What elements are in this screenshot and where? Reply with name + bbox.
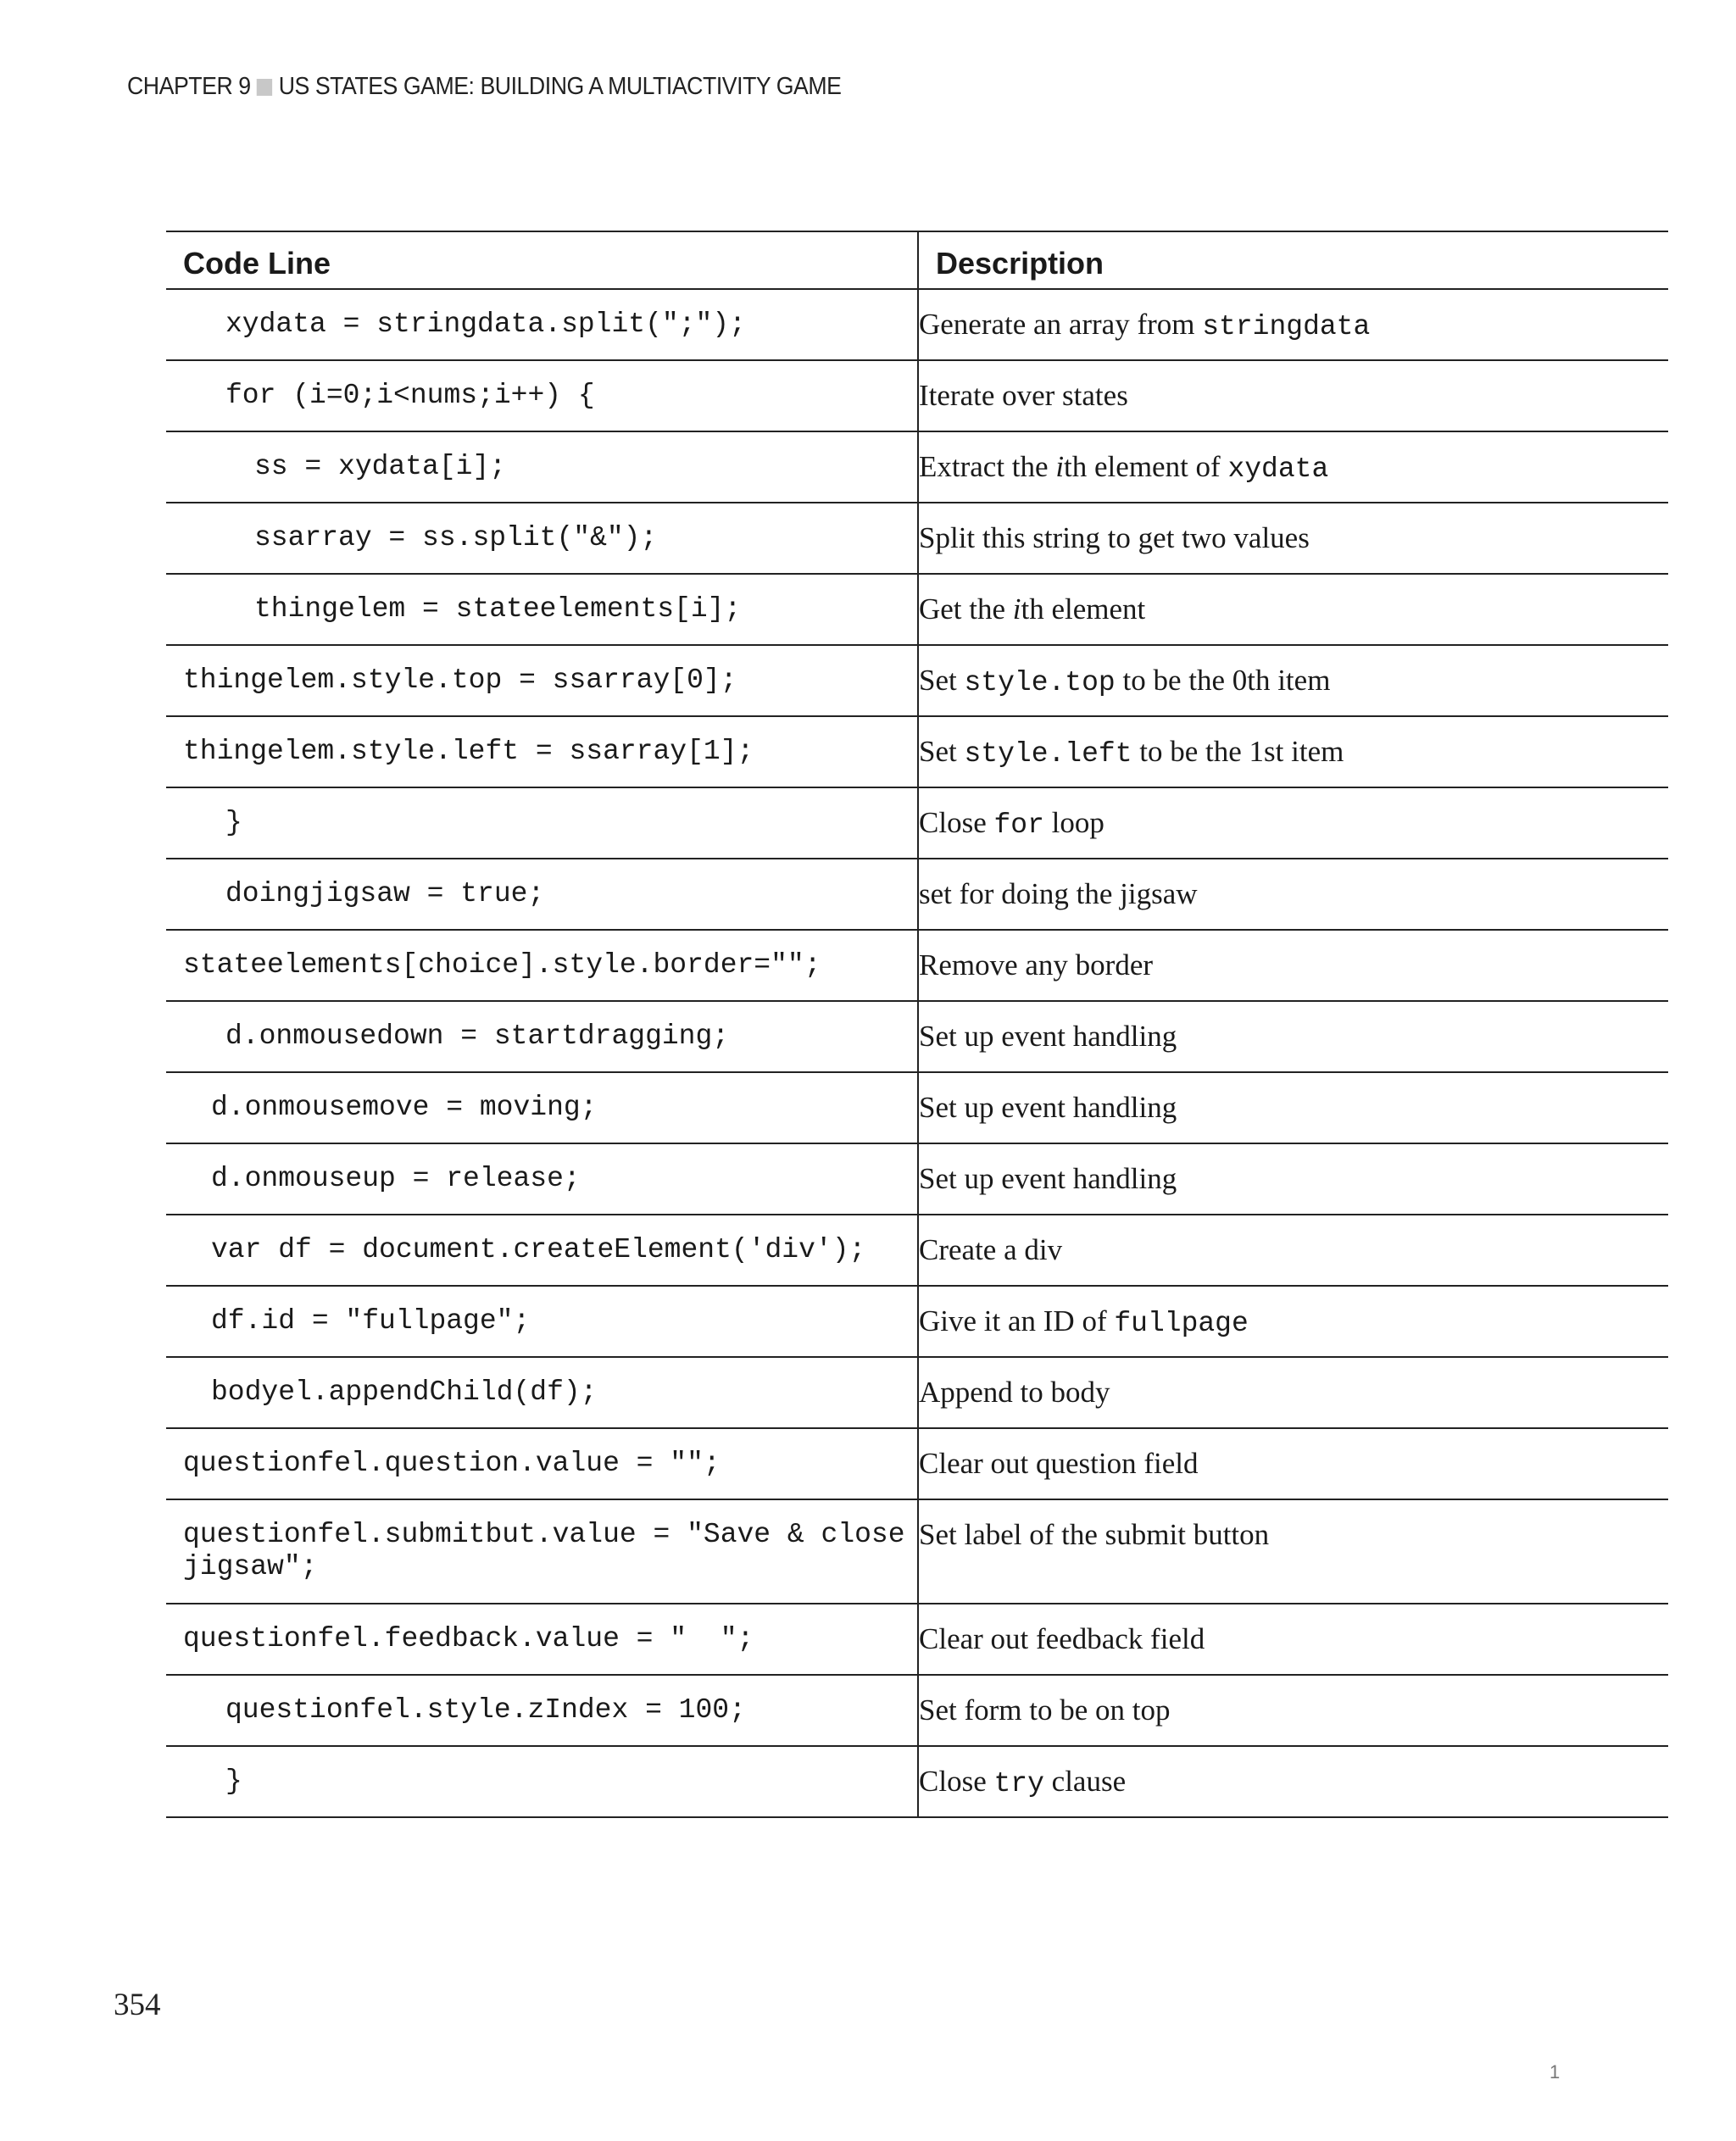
table-row [166,289,1668,360]
code-cell: } [166,787,918,859]
description-text: Generate an array from [919,308,1203,341]
code-cell: df.id = "fullpage"; [166,1286,918,1357]
code-cell: thingelem = stateelements[i]; [166,574,918,645]
description-text: Set [919,664,965,697]
table-row [166,1001,1668,1072]
table-row [166,574,1668,645]
code-cell: ssarray = ss.split("&"); [166,503,918,574]
italic-text: i [1055,450,1065,483]
code-cell: thingelem.style.left = ssarray[1]; [166,716,918,787]
description-text: Iterate over states [919,379,1128,412]
description-text: to be the 0th item [1115,664,1331,697]
table-header-row [166,231,1668,289]
description-text: Set up event handling [919,1020,1177,1053]
inline-code: stringdata [1202,311,1371,342]
description-text: Close [919,806,994,839]
description-cell [918,716,1668,787]
description-cell [918,1286,1668,1357]
description-text: Give it an ID of [919,1304,1115,1337]
description-text: Create a div [919,1233,1063,1266]
code-cell: questionfel.style.zIndex = 100; [166,1675,918,1746]
code-cell: questionfel.feedback.value = " "; [166,1604,918,1675]
table-row [166,1215,1668,1286]
description-text: Split this string to get two values [919,521,1310,554]
column-header-description: Description [918,231,1668,289]
description-cell [918,1428,1668,1499]
italic-text: i [1012,592,1021,626]
chapter-title: US STATES GAME: BUILDING A MULTIACTIVITY GAME [278,73,842,100]
description-cell [918,1746,1668,1817]
chapter-label: CHAPTER 9 [127,73,251,100]
table-row [166,930,1668,1001]
code-cell: } [166,1746,918,1817]
description-text: Clear out question field [919,1447,1199,1480]
table-row [166,1604,1668,1675]
description-text: loop [1043,806,1104,839]
table-row [166,1675,1668,1746]
code-cell: doingjigsaw = true; [166,859,918,930]
table-row [166,1746,1668,1817]
table-row [166,716,1668,787]
code-cell: questionfel.submitbut.value = "Save & close jigsaw"; [166,1499,918,1604]
inline-code: xydata [1227,453,1329,485]
code-cell: for (i=0;i<nums;i++) { [166,360,918,431]
table-row [166,1286,1668,1357]
description-text: clause [1043,1765,1127,1798]
description-text: Remove any border [919,948,1154,982]
description-text: to be the 1st item [1132,735,1344,768]
table-row [166,1357,1668,1428]
inline-code: for [993,809,1044,841]
running-head [127,73,841,101]
table-row [166,431,1668,503]
description-text: Set form to be on top [919,1693,1171,1727]
description-cell [918,1143,1668,1215]
table-row [166,360,1668,431]
description-text: Set [919,735,965,768]
table-row [166,1428,1668,1499]
inline-code: style.left [964,738,1132,770]
column-header-code: Code Line [166,231,918,289]
table-row [166,1143,1668,1215]
table-row [166,1499,1668,1604]
code-cell: var df = document.createElement('div'); [166,1215,918,1286]
table-row [166,503,1668,574]
description-text: Close [919,1765,994,1798]
code-cell: stateelements[choice].style.border=""; [166,930,918,1001]
inline-code: fullpage [1114,1308,1249,1339]
description-text: th element of [1064,450,1228,483]
description-text: Set up event handling [919,1162,1177,1195]
description-text: Get the [919,592,1013,626]
inline-code: style.top [964,667,1116,698]
description-cell [918,1001,1668,1072]
description-text: Clear out feedback field [919,1622,1205,1655]
page-number: 354 [114,1988,161,2022]
code-description-table [166,231,1668,1818]
description-text: Set up event handling [919,1091,1177,1124]
table-row [166,787,1668,859]
code-cell: questionfel.question.value = ""; [166,1428,918,1499]
code-cell: d.onmouseup = release; [166,1143,918,1215]
table-row [166,859,1668,930]
description-cell [918,1215,1668,1286]
description-cell [918,289,1668,360]
description-text: Append to body [919,1376,1110,1409]
square-bullet-icon [257,79,272,96]
code-cell: xydata = stringdata.split(";"); [166,289,918,360]
description-cell [918,859,1668,930]
table-row [166,645,1668,716]
inline-code: try [993,1768,1044,1799]
table-row [166,1072,1668,1143]
description-cell [918,1357,1668,1428]
description-text: Extract the [919,450,1056,483]
description-cell [918,930,1668,1001]
description-cell [918,503,1668,574]
description-cell [918,431,1668,503]
description-cell [918,1499,1668,1604]
corner-mark: 1 [1550,2061,1561,2083]
description-cell [918,360,1668,431]
description-cell [918,1072,1668,1143]
description-cell [918,1604,1668,1675]
code-cell: d.onmousedown = startdragging; [166,1001,918,1072]
code-cell: ss = xydata[i]; [166,431,918,503]
description-cell [918,1675,1668,1746]
description-text: Set label of the submit button [919,1518,1270,1551]
description-cell [918,787,1668,859]
code-cell: bodyel.appendChild(df); [166,1357,918,1428]
description-cell [918,574,1668,645]
description-text: th element [1021,592,1146,626]
code-cell: d.onmousemove = moving; [166,1072,918,1143]
description-cell [918,645,1668,716]
code-cell: thingelem.style.top = ssarray[0]; [166,645,918,716]
description-text: set for doing the jigsaw [919,877,1198,910]
